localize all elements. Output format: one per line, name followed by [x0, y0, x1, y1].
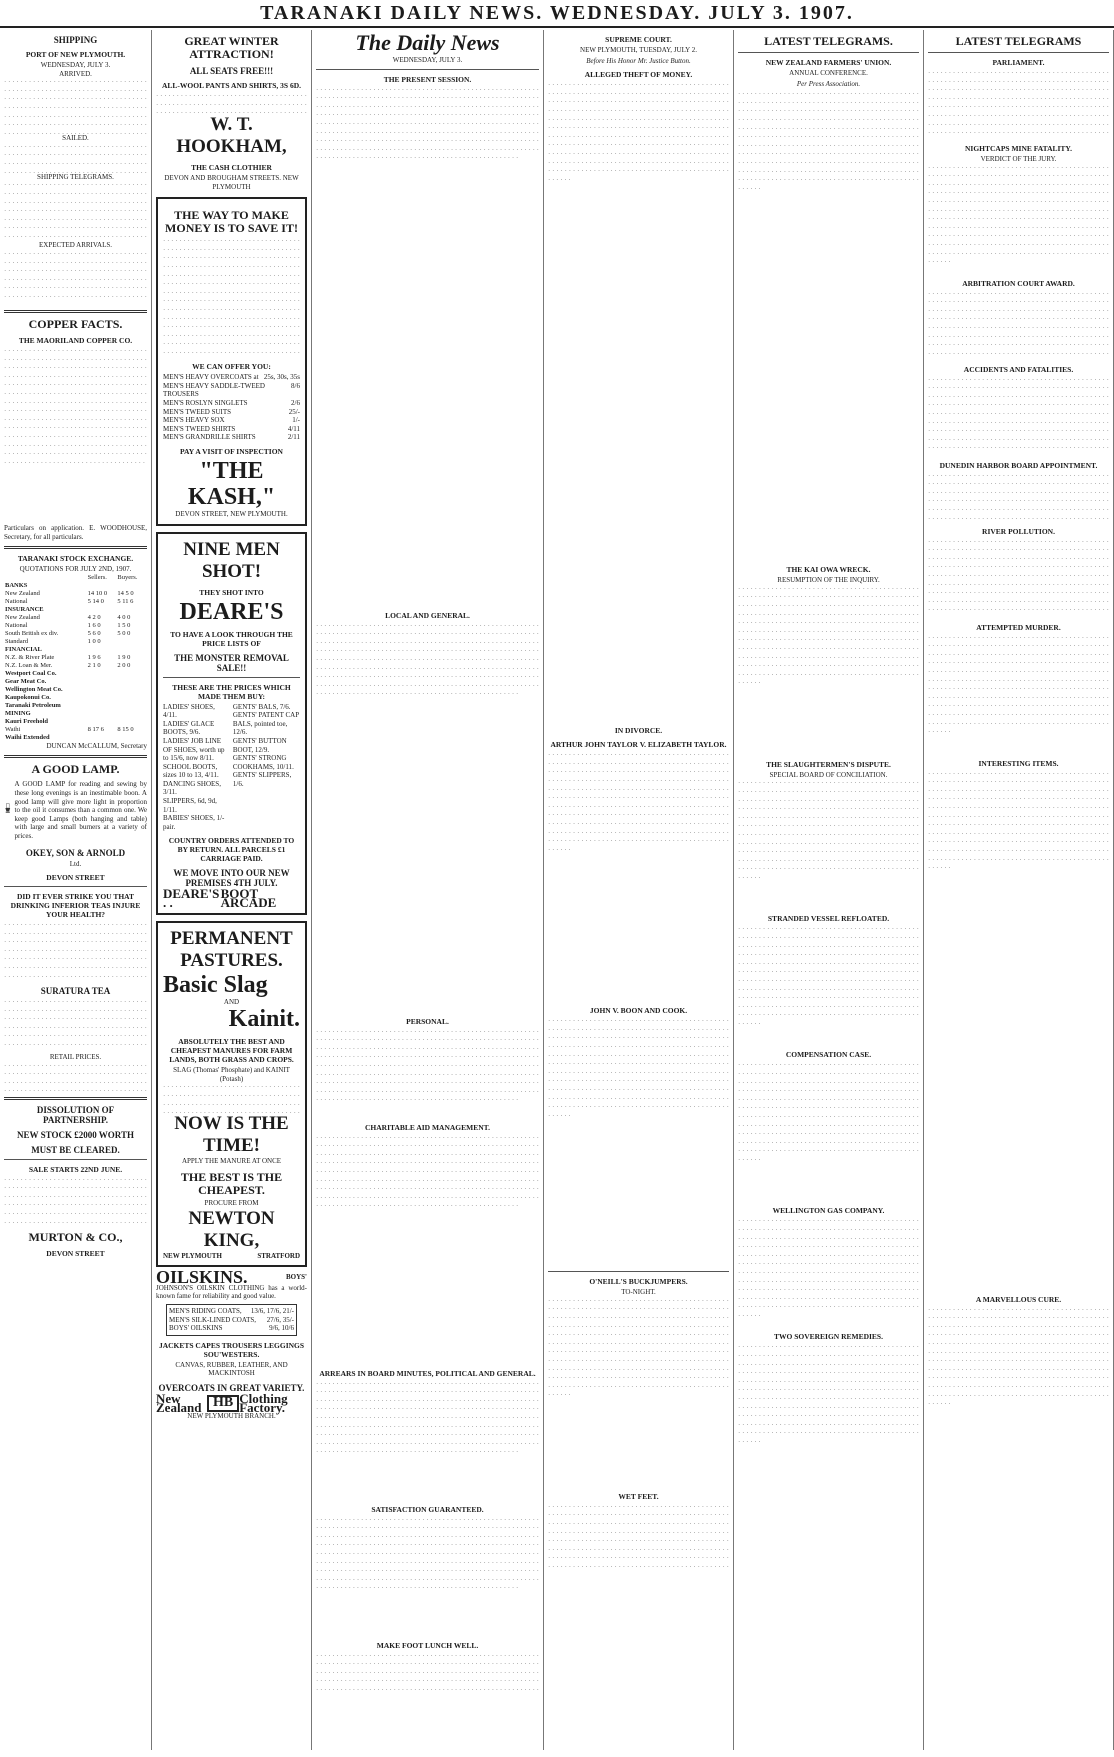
canvas-line: CANVAS, RUBBER, LEATHER, AND MACKINTOSH: [175, 1360, 288, 1378]
retail-heading: RETAIL PRICES.: [49, 1053, 102, 1062]
gas-company-text: [738, 1217, 919, 1327]
retail-text: [4, 1062, 147, 1092]
slaughtermen-text: [738, 779, 919, 909]
gas-company-heading: WELLINGTON GAS COMPANY.: [772, 1206, 885, 1216]
personal-text: [316, 1028, 539, 1118]
stock-name: Waihi: [5, 725, 21, 733]
theft-heading: ALLEGED THEFT OF MONEY.: [584, 70, 693, 80]
buckjumpers-text: [548, 1297, 729, 1487]
oilskins-list: [166, 1304, 297, 1336]
dunedin-heading: DUNEDIN HARBOR BOARD APPOINTMENT.: [939, 460, 1098, 470]
stock-buyer: 8 15 0: [117, 725, 134, 733]
interesting-items-text: [928, 770, 1109, 1290]
clothing-factory: Clothing Factory.: [239, 1390, 288, 1415]
stock-row: [4, 582, 147, 590]
apply-manure: APPLY THE MANURE AT ONCE: [181, 1157, 282, 1166]
country-orders: COUNTRY ORDERS ATTENDED TO BY RETURN. ALL PARCELS £1 CARRIAGE PAID.: [168, 836, 295, 864]
offer-price: 8/6: [291, 381, 300, 390]
prices-heading: THESE ARE THE PRICES WHICH MADE THEM BUY:: [172, 682, 291, 701]
marvellous-cure-text: [928, 1306, 1109, 1506]
stock-name: New Zealand: [5, 613, 40, 621]
stock-seller: [87, 702, 117, 710]
look-through: TO HAVE A LOOK THROUGH THE PRICE LISTS OF: [170, 629, 293, 648]
branch-label: NEW PLYMOUTH BRANCH.: [187, 1412, 276, 1421]
farmers-union-heading: NEW ZEALAND FARMERS' UNION.: [765, 58, 892, 67]
offer-item: MEN'S HEAVY SOX: [163, 416, 225, 425]
shipping-date: WEDNESDAY, JULY 3.: [40, 61, 111, 69]
tonight-label: TO-NIGHT.: [621, 1288, 656, 1297]
now-is-time: NOW IS THE TIME!: [174, 1113, 289, 1157]
goods-gents: [233, 703, 300, 832]
court-place: NEW PLYMOUTH, TUESDAY, JULY 2.: [580, 46, 697, 54]
stock-row: [4, 678, 147, 686]
best-cheapest: THE BEST IS THE CHEAPEST.: [180, 1170, 283, 1197]
offer-price: 25/-: [288, 407, 300, 416]
stock-row: [4, 654, 147, 662]
kash-name: "THE KASH,": [187, 457, 276, 510]
murton-address: DEVON STREET: [46, 1248, 105, 1258]
stock-seller: [87, 710, 117, 718]
dissolution-heading: DISSOLUTION OF PARTNERSHIP.: [36, 1104, 115, 1125]
taylor-text: [548, 751, 729, 1001]
column-5: [734, 30, 924, 1750]
goods-item: SCHOOL BOOTS, sizes 10 to 13, 4/11.: [163, 762, 219, 780]
hb-logo: HB: [207, 1395, 239, 1412]
telegrams-heading-2: LATEST TELEGRAMS: [955, 34, 1082, 48]
oilskin-price: 9/6, 10/6: [269, 1324, 294, 1333]
offer-item: MEN'S TWEED SUITS: [163, 407, 232, 416]
permanent-pastures: PERMANENT PASTURES.: [170, 927, 293, 971]
masthead: TARANAKI DAILY NEWS. WEDNESDAY. JULY 3. 1907.: [0, 0, 1114, 28]
offer-item: MEN'S ROSLYN SINGLETS: [163, 398, 248, 407]
stock-buyer: 1 9 0: [117, 653, 131, 661]
divorce-heading: IN DIVORCE.: [614, 726, 663, 736]
satisfaction-text: [316, 1516, 539, 1636]
parliament-heading: PARLIAMENT.: [992, 58, 1045, 67]
stock-buyer: 1 5 0: [117, 621, 131, 629]
charitable-heading: CHARITABLE AID MANAGEMENT.: [365, 1122, 490, 1132]
nightcaps-text: [928, 164, 1109, 274]
stock-signature: DUNCAN McCALLUM, Secretary: [46, 741, 147, 750]
taylor-heading: ARTHUR JOHN TAYLOR V. ELIZABETH TAYLOR.: [550, 740, 727, 750]
and-label: AND: [223, 997, 240, 1006]
stock-row: [4, 590, 147, 598]
stock-buyer: 5 11 6: [117, 597, 134, 605]
sailed-heading: SAILED.: [62, 134, 89, 143]
basic-slag: Basic Slag: [163, 971, 268, 998]
present-session-text: [316, 86, 539, 606]
stock-seller: 1 6 0: [87, 621, 101, 629]
boot-arcade: BOOT ARCADE: [220, 886, 277, 911]
column-4: [544, 30, 734, 1750]
procure-from: PROCURE FROM: [204, 1199, 259, 1207]
stock-row: [4, 646, 147, 654]
stock-name: BANKS: [5, 581, 28, 589]
stock-row: [4, 606, 147, 614]
offer-item: MEN'S GRANDRILLE SHIRTS: [163, 433, 256, 442]
winter-line: ALL-WOOL PANTS AND SHIRTS, 3S 6D.: [161, 81, 301, 90]
goods-ladies: [163, 703, 230, 832]
offer-list: [163, 373, 300, 442]
stock-buyer: [116, 678, 147, 686]
arbitration-text: [928, 290, 1109, 360]
arrears-text: [316, 1380, 539, 1500]
sellers-header: Sellers.: [87, 573, 107, 581]
attempted-murder-text: [928, 634, 1109, 754]
stock-row: [4, 686, 147, 694]
overcoats-line: OVERCOATS IN GREAT VARIETY.: [158, 1382, 305, 1393]
lamp-heading: A GOOD LAMP.: [31, 762, 120, 777]
oilskin-item: MEN'S RIDING COATS,: [169, 1306, 242, 1315]
stock-row: [4, 630, 147, 638]
tea-question: DID IT EVER STRIKE YOU THAT DRINKING INFERIOR TEAS INJURE YOUR HEALTH?: [10, 892, 141, 920]
goods-item: GENTS' BUTTON BOOT, 12/9.: [232, 736, 287, 754]
stock-seller: [87, 694, 117, 702]
tea-text: [4, 921, 147, 981]
stock-seller: 4 2 0: [87, 613, 101, 621]
stock-name: Taranaki Petroleum: [5, 701, 61, 709]
stock-heading: TARANAKI STOCK EXCHANGE.: [17, 554, 134, 564]
newton-np: NEW PLYMOUTH: [163, 1251, 222, 1260]
charitable-text: [316, 1134, 539, 1364]
stock-buyer: [116, 638, 147, 646]
lamp-illustration: [4, 778, 12, 838]
arrears-heading: ARREARS IN BOARD MINUTES, POLITICAL AND GENERAL.: [319, 1368, 536, 1378]
copper-company: THE MAORILAND COPPER CO.: [18, 335, 133, 345]
inquiry-resumed: RESUMPTION OF THE INQUIRY.: [777, 576, 880, 585]
shipping-heading: SHIPPING: [53, 35, 98, 45]
stock-name: Waihi Extended: [5, 733, 50, 741]
stock-seller: [87, 606, 117, 614]
stock-buyer: 14 5 0: [117, 589, 134, 597]
stock-row: [4, 694, 147, 702]
parliament-text: [928, 69, 1109, 139]
oilskin-row: [169, 1316, 294, 1325]
foot-lunch-heading: MAKE FOOT LUNCH WELL.: [376, 1640, 479, 1650]
stock-row: [4, 734, 147, 742]
winter-text: [156, 92, 307, 114]
accidents-text: [928, 376, 1109, 456]
stock-name: Gear Meat Co.: [5, 677, 47, 685]
satisfaction-heading: SATISFACTION GUARANTEED.: [371, 1504, 484, 1514]
oilskins-boys: BOYS': [285, 1273, 307, 1282]
stock-row: [4, 702, 147, 710]
stock-buyer: [116, 686, 147, 694]
offer-price: 1/-: [292, 416, 300, 425]
suratura-text: [4, 998, 147, 1053]
newton-king: NEWTON KING,: [188, 1207, 275, 1251]
river-pollution-text: [928, 538, 1109, 618]
compensation-heading: COMPENSATION CASE.: [785, 1050, 872, 1060]
goods-item: GENTS' BALS, 7/6.: [232, 702, 291, 711]
visit-line: PAY A VISIT OF INSPECTION: [180, 446, 283, 456]
wet-feet-heading: WET FEET.: [618, 1491, 659, 1501]
annual-conference: ANNUAL CONFERENCE.: [789, 69, 868, 77]
sale-text: [4, 1176, 147, 1226]
buyers-header: Buyers.: [117, 573, 138, 581]
port-heading: PORT OF NEW PLYMOUTH.: [25, 50, 126, 59]
offer-item: MEN'S HEAVY SADDLE-TWEED TROUSERS: [163, 381, 265, 399]
interesting-items-heading: INTERESTING ITEMS.: [978, 758, 1059, 768]
present-session-heading: THE PRESENT SESSION.: [383, 74, 472, 84]
goods-item: BABIES' SHOES, 1/- pair.: [163, 814, 225, 831]
stock-name: South British ex div.: [5, 629, 59, 637]
offer-row: [163, 416, 300, 425]
jackets-line: JACKETS CAPES TROUSERS LEGGINGS SOU'WESTERS.: [158, 1340, 305, 1359]
stock-name: New Zealand: [5, 589, 40, 597]
latest-telegrams-heading: LATEST TELEGRAMS.: [764, 34, 893, 48]
offer-price: 2/6: [291, 398, 300, 407]
slag-note: SLAG (Thomas' Phosphate) and KAINIT (Potash): [173, 1066, 290, 1083]
hookham-name: W. T. HOOKHAM,: [176, 114, 287, 157]
local-general-heading: LOCAL AND GENERAL.: [385, 610, 470, 620]
oilskin-row: [169, 1324, 294, 1333]
offer-row: [163, 382, 300, 399]
remedies-text: [738, 1343, 919, 1483]
okey-address: DEVON STREET: [46, 873, 105, 883]
stock-seller: [87, 718, 117, 726]
stock-name: National: [5, 621, 28, 629]
stock-buyer: 5 0 0: [117, 629, 131, 637]
absolutely-best: ABSOLUTELY THE BEST AND CHEAPEST MANURES FOR FARM LANDS, BOTH GRASS AND CROPS.: [169, 1037, 294, 1065]
stock-seller: 8 17 6: [87, 725, 104, 733]
nz-label: New Zealand: [156, 1390, 202, 1415]
offer-row: [163, 425, 300, 434]
stock-row: [4, 638, 147, 646]
stock-name: National: [5, 597, 28, 605]
court-before: Before His Honor Mr. Justice Button.: [586, 56, 691, 65]
offer-row: [163, 433, 300, 442]
boon-cook-heading: JOHN V. BOON AND COOK.: [589, 1006, 688, 1016]
newton-stratford: STRATFORD: [257, 1251, 300, 1260]
boon-cook-text: [548, 1017, 729, 1267]
stock-name: Standard: [5, 637, 29, 645]
must-be-cleared: MUST BE CLEARED.: [31, 1144, 120, 1155]
slag-text: [163, 1083, 300, 1113]
copper-text: [4, 347, 147, 522]
supreme-court-heading: SUPREME COURT.: [605, 35, 672, 44]
offer-price: 2/11: [287, 433, 300, 442]
stock-buyer: [116, 606, 147, 614]
nightcaps-heading: NIGHTCAPS MINE FATALITY.: [964, 144, 1073, 153]
goods-item: DANCING SHOES, 3/11.: [163, 779, 221, 797]
monster-removal: THE MONSTER REMOVAL SALE!!: [174, 652, 289, 673]
stock-buyer: 2 0 0: [117, 661, 131, 669]
deares-footer: DEARE'S . .: [163, 886, 220, 911]
offer-price: 4/11: [287, 424, 300, 433]
stock-row: [4, 662, 147, 670]
copper-heading: COPPER FACTS.: [28, 316, 123, 331]
dunedin-text: [928, 472, 1109, 522]
stock-row: [4, 718, 147, 726]
foot-lunch-text: [316, 1652, 539, 1692]
kai-owa-text: [738, 585, 919, 755]
theft-text: [548, 81, 729, 721]
stock-seller: 2 1 0: [87, 661, 101, 669]
daily-news-title: The Daily News: [355, 30, 500, 55]
remedies-heading: TWO SOVEREIGN REMEDIES.: [774, 1332, 883, 1342]
stock-name: Kaupokonui Co.: [5, 693, 51, 701]
verdict-heading: VERDICT OF THE JURY.: [980, 155, 1057, 163]
murton-name: MURTON & CO.,: [28, 1229, 123, 1244]
oilskin-item: MEN'S SILK-LINED COATS,: [169, 1315, 257, 1324]
winter-sub: ALL SEATS FREE!!!: [189, 66, 274, 76]
stock-buyer: [116, 710, 147, 718]
new-stock: NEW STOCK £2000 WORTH: [17, 1129, 134, 1140]
oilskin-item: BOYS' OILSKINS: [169, 1324, 223, 1333]
suratura-heading: SURATURA TEA: [40, 986, 111, 997]
buckjumpers-heading: O'NEILL'S BUCKJUMPERS.: [589, 1277, 688, 1287]
stock-seller: [87, 734, 117, 742]
stock-name: MINING: [5, 709, 31, 717]
offer-item: MEN'S TWEED SHIRTS: [163, 424, 236, 433]
okey-name: OKEY, SON & ARNOLD: [25, 847, 126, 858]
stock-buyer: 4 0 0: [117, 613, 131, 621]
stock-buyer: [116, 646, 147, 654]
expected-text: [4, 250, 147, 305]
hookham-address: DEVON AND BROUGHAM STREETS. NEW PLYMOUTH: [164, 174, 299, 191]
stock-seller: 5 14 0: [87, 597, 104, 605]
stock-buyer: [116, 718, 147, 726]
goods-item: GENTS' SLIPPERS, 1/6.: [232, 771, 292, 788]
stock-buyer: [116, 694, 147, 702]
local-general-text: [316, 622, 539, 1012]
deares-title: DEARE'S: [179, 598, 284, 625]
press-assoc-1: Per Press Association.: [796, 79, 861, 88]
stock-row: [4, 710, 147, 718]
stock-seller: [87, 646, 117, 654]
lamp-text: A GOOD LAMP for reading and sewing by these long evenings is an inestimable boon. A good lamp will give more light in proportion to the oil it consumes than a common one. We keep good Lamps (both hanging and table) with large and small burners at a variety of prices.: [14, 780, 147, 840]
stock-row: [4, 614, 147, 622]
personal-heading: PERSONAL.: [406, 1016, 449, 1026]
goods-item: LADIES' GLACE BOOTS, 9/6.: [163, 719, 215, 737]
conciliation-heading: SPECIAL BOARD OF CONCILIATION.: [769, 770, 888, 779]
column-1: [0, 30, 152, 1750]
stock-row: [4, 670, 147, 678]
goods-item: GENTS' PATENT CAP BALS, pointed toe, 12/6.: [232, 711, 299, 737]
kash-address: DEVON STREET, NEW PLYMOUTH.: [175, 509, 288, 518]
oilskin-price: 13/6, 17/6, 21/-: [250, 1306, 294, 1315]
column-2: [152, 30, 312, 1750]
kainit: Kainit.: [228, 1006, 300, 1033]
sailed-text: [4, 143, 147, 173]
stock-table: [4, 574, 147, 742]
farmers-union-text: [738, 90, 919, 560]
stock-buyer: [116, 702, 147, 710]
editorial-date: WEDNESDAY, JULY 3.: [392, 56, 463, 64]
offer-heading: WE CAN OFFER YOU:: [192, 362, 271, 372]
stock-seller: [87, 582, 117, 590]
stock-name: Westport Coal Co.: [5, 669, 57, 677]
oilskin-price: 27/6, 35/-: [266, 1315, 294, 1324]
okey-ltd: Ltd.: [69, 859, 82, 868]
kai-owa-heading: THE KAI OWA WRECK.: [786, 565, 871, 575]
stock-buyer: [116, 582, 147, 590]
attempted-murder-heading: ATTEMPTED MURDER.: [976, 622, 1061, 632]
telegrams-heading: SHIPPING TELEGRAMS.: [37, 172, 114, 181]
stock-name: Wellington Meat Co.: [5, 685, 63, 693]
arrived-text: [4, 78, 147, 134]
goods-item: LADIES' SHOES, 4/11.: [163, 702, 215, 720]
copper-note: Particulars on application. E. WOODHOUSE, Secretary, for all particulars.: [4, 523, 147, 541]
stock-name: Kauri Freehold: [5, 717, 49, 725]
arbitration-heading: ARBITRATION COURT AWARD.: [962, 278, 1075, 288]
telegrams-text: [4, 181, 147, 241]
stranded-heading: STRANDED VESSEL REFLOATED.: [767, 914, 890, 924]
marvellous-cure-heading: A MARVELLOUS CURE.: [975, 1294, 1062, 1304]
oilskins-note: JOHNSON'S OILSKIN CLOTHING has a world-known fame for reliability and good value.: [156, 1283, 307, 1301]
stock-seller: [87, 670, 117, 678]
money-text: [163, 237, 300, 357]
offer-row: [163, 399, 300, 408]
stock-seller: 1 0 0: [87, 637, 101, 645]
arrived-heading: ARRIVED.: [59, 69, 92, 78]
stranded-text: [738, 925, 919, 1045]
stock-seller: [87, 686, 117, 694]
stock-buyer: [116, 670, 147, 678]
move-notice: WE MOVE INTO OUR NEW PREMISES 4TH JULY.: [173, 868, 290, 889]
goods-item: GENTS' STRONG COOKHAMS, 10/11.: [232, 754, 294, 771]
stock-seller: [87, 678, 117, 686]
offer-row: [163, 373, 300, 382]
sale-starts: SALE STARTS 22ND JUNE.: [28, 1164, 123, 1174]
stock-name: FINANCIAL: [5, 645, 42, 653]
winter-title: GREAT WINTER ATTRACTION!: [184, 34, 279, 61]
nine-men-shot: NINE MEN SHOT!: [183, 538, 280, 582]
stock-row: [4, 598, 147, 606]
goods-item: SLIPPERS, 6d, 9d, 1/11.: [163, 797, 217, 814]
offer-item: MEN'S HEAVY OVERCOATS at: [163, 373, 259, 382]
stock-name: INSURANCE: [5, 605, 44, 613]
oilskin-row: [169, 1307, 294, 1316]
offer-row: [163, 408, 300, 417]
column-6: [924, 30, 1114, 1750]
river-pollution-heading: RIVER POLLUTION.: [982, 526, 1055, 536]
wet-feet-text: [548, 1503, 729, 1573]
accidents-heading: ACCIDENTS AND FATALITIES.: [963, 364, 1074, 374]
column-3: [312, 30, 544, 1750]
stock-name: N.Z. Loan & Mer.: [5, 661, 53, 669]
oilskins-title: OILSKINS.: [156, 1267, 248, 1288]
stock-buyer: [116, 734, 147, 742]
stock-seller: 5 6 0: [87, 629, 101, 637]
stock-seller: 1 9 6: [87, 653, 101, 661]
slaughtermen-heading: THE SLAUGHTERMEN'S DISPUTE.: [766, 759, 891, 769]
hookham-sub: THE CASH CLOTHIER: [191, 163, 272, 172]
expected-heading: EXPECTED ARRIVALS.: [39, 241, 112, 250]
shot-into: THEY SHOT INTO: [199, 587, 264, 597]
goods-item: LADIES' JOB LINE OF SHOES, worth up to 15/6, now 8/11.: [163, 736, 225, 763]
compensation-text: [738, 1061, 919, 1201]
money-title: THE WAY TO MAKE MONEY IS TO SAVE IT!: [165, 208, 298, 236]
stock-seller: 14 10 0: [87, 589, 108, 597]
stock-name: N.Z. & River Plate: [5, 653, 55, 661]
stock-quotations: QUOTATIONS FOR JULY 2ND, 1907.: [19, 565, 132, 574]
offer-price: 25s, 30s, 35s: [263, 373, 300, 382]
stock-row: [4, 622, 147, 630]
stock-row: [4, 726, 147, 734]
